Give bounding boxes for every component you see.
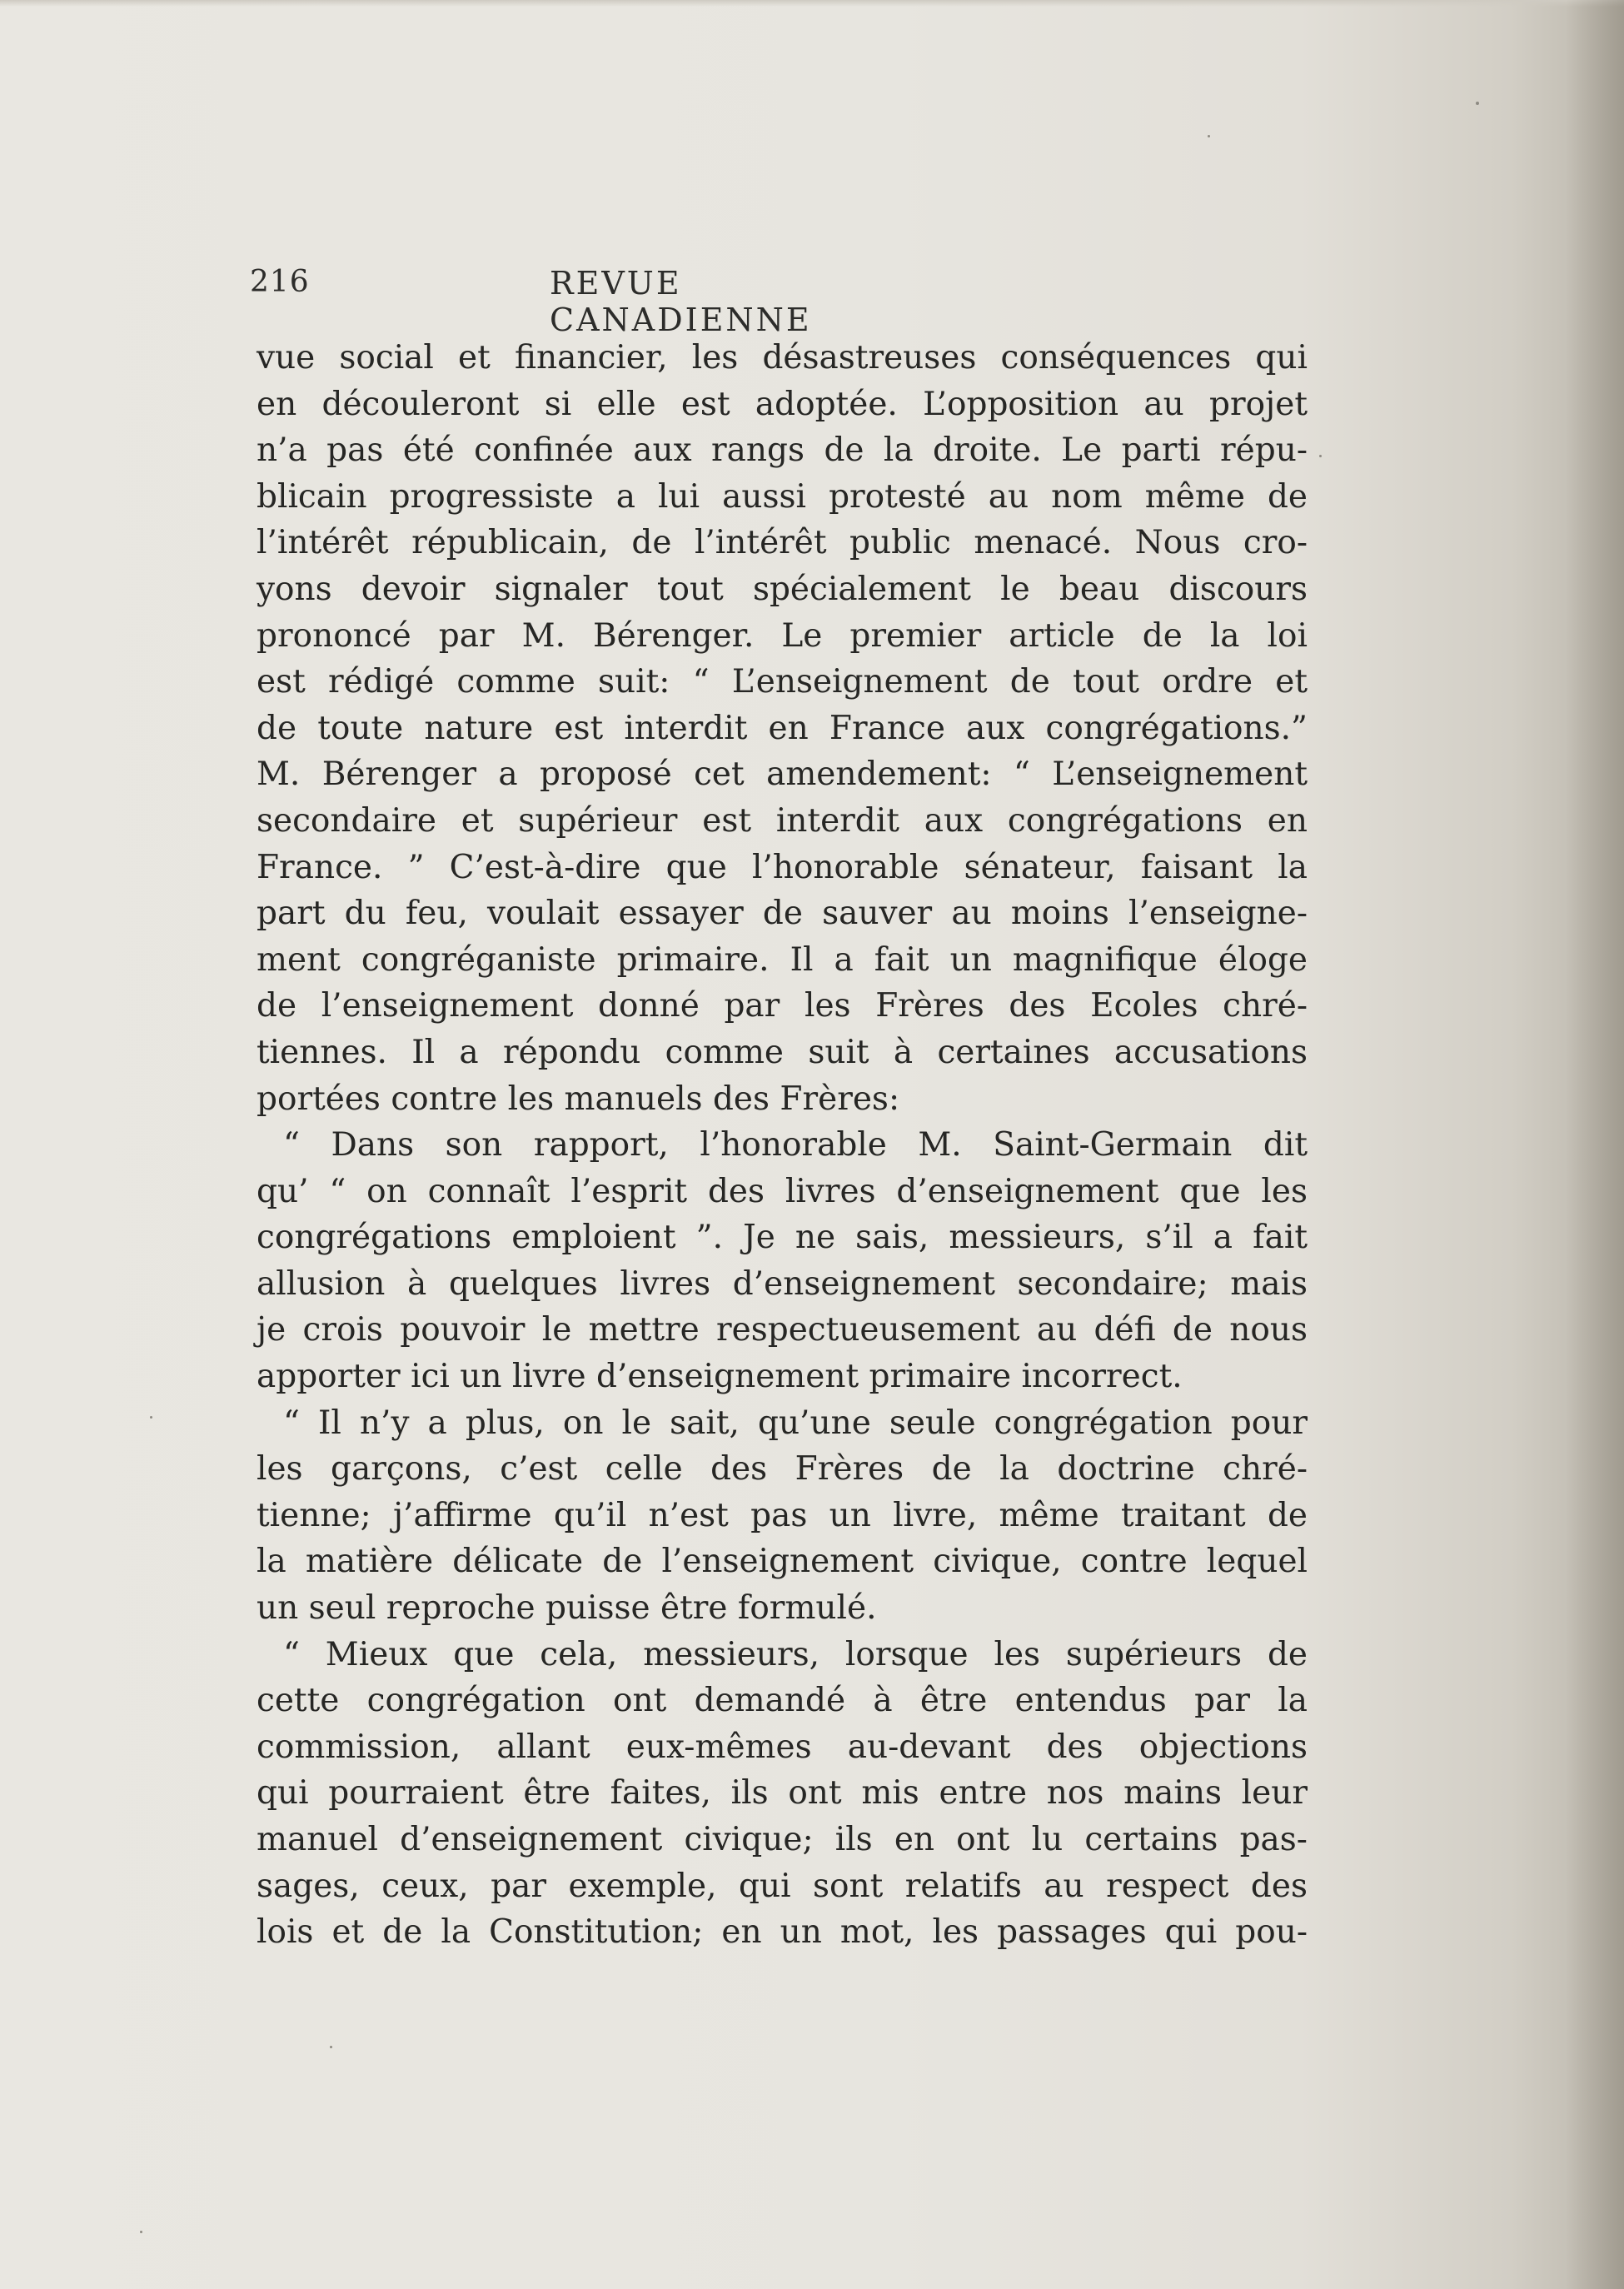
text-line: France. ” C’est-à-dire que l’honorable sénateur, faisant la (257, 848, 1308, 886)
text-line: est rédigé comme suit: “ L’enseignement de tout ordre et (257, 663, 1308, 701)
text-line: manuel d’enseignement civique; ils en ont lu certains pas- (257, 1821, 1308, 1858)
page-top-edge (0, 0, 1624, 7)
text-line: sages, ceux, par exemple, qui sont relatifs au respect des (257, 1867, 1308, 1905)
text-line: qui pourraient être faites, ils ont mis entre nos mains leur (257, 1774, 1308, 1813)
text-line: “ Il n’y a plus, on le sait, qu’une seule congrégation pour (283, 1404, 1308, 1442)
binding-shadow (1566, 0, 1624, 2289)
text-line: n’a pas été confinée aux rangs de la droite. Le parti répu- (257, 431, 1308, 470)
text-line: de l’enseignement donné par les Frères des Ecoles chré- (257, 987, 1308, 1025)
text-line: tienne; j’affirme qu’il n’est pas un livre, même traitant de (257, 1496, 1308, 1534)
text-line: “ Mieux que cela, messieurs, lorsque les supérieurs de (283, 1635, 1308, 1673)
text-line: je crois pouvoir le mettre respectueusement au défi de nous (257, 1311, 1308, 1349)
text-line: ment congréganiste primaire. Il a fait un magnifique éloge (257, 940, 1308, 979)
text-line: commission, allant eux-mêmes au-devant des objections (257, 1728, 1308, 1766)
text-line: de toute nature est interdit en France aux congrégations.” (257, 709, 1308, 747)
page-number: 216 (250, 265, 310, 299)
text-line: M. Bérenger a proposé cet amendement: “ L’enseignement (257, 756, 1308, 794)
text-line: les garçons, c’est celle des Frères de la doctrine chré- (257, 1450, 1308, 1489)
paper-speck (1476, 102, 1479, 105)
text-line: qu’ “ on connaît l’esprit des livres d’enseignement que les (257, 1172, 1308, 1210)
body-text (257, 335, 1308, 1956)
paper-speck (1319, 455, 1322, 457)
paper-speck (1208, 135, 1210, 137)
paper-speck (150, 1416, 152, 1419)
text-line: un seul reproche puisse être formulé. (257, 1589, 877, 1628)
text-line: tiennes. Il a répondu comme suit à certaines accusations (257, 1033, 1308, 1071)
text-line: apporter ici un livre d’enseignement primaire incorrect. (257, 1358, 1183, 1396)
text-line: congrégations emploient ”. Je ne sais, messieurs, s’il a fait (257, 1219, 1308, 1257)
paper-speck (330, 2046, 332, 2048)
text-line: secondaire et supérieur est interdit aux congrégations en (257, 801, 1308, 840)
text-line: vue social et financier, les désastreuses conséquences qui (257, 339, 1308, 377)
text-line: part du feu, voulait essayer de sauver au moins l’enseigne- (257, 895, 1308, 933)
text-line: en découleront si elle est adoptée. L’opposition au projet (257, 385, 1308, 423)
text-line: prononcé par M. Bérenger. Le premier article de la loi (257, 616, 1308, 655)
text-line: la matière délicate de l’enseignement civique, contre lequel (257, 1543, 1308, 1581)
text-line: “ Dans son rapport, l’honorable M. Saint-Germain dit (283, 1126, 1308, 1164)
text-line: blicain progressiste a lui aussi protesté au nom même de (257, 477, 1308, 516)
text-line: allusion à quelques livres d’enseignement secondaire; mais (257, 1264, 1308, 1303)
text-line: l’intérêt républicain, de l’intérêt public menacé. Nous cro- (257, 524, 1308, 562)
paper-speck (140, 2231, 142, 2233)
running-title: REVUE CANADIENNE (550, 265, 812, 338)
text-line: yons devoir signaler tout spécialement le beau discours (257, 570, 1308, 608)
page-header (250, 265, 1312, 338)
text-line: cette congrégation ont demandé à être entendus par la (257, 1682, 1308, 1720)
text-line: lois et de la Constitution; en un mot, les passages qui pou- (257, 1913, 1308, 1952)
text-line: portées contre les manuels des Frères: (257, 1080, 900, 1118)
